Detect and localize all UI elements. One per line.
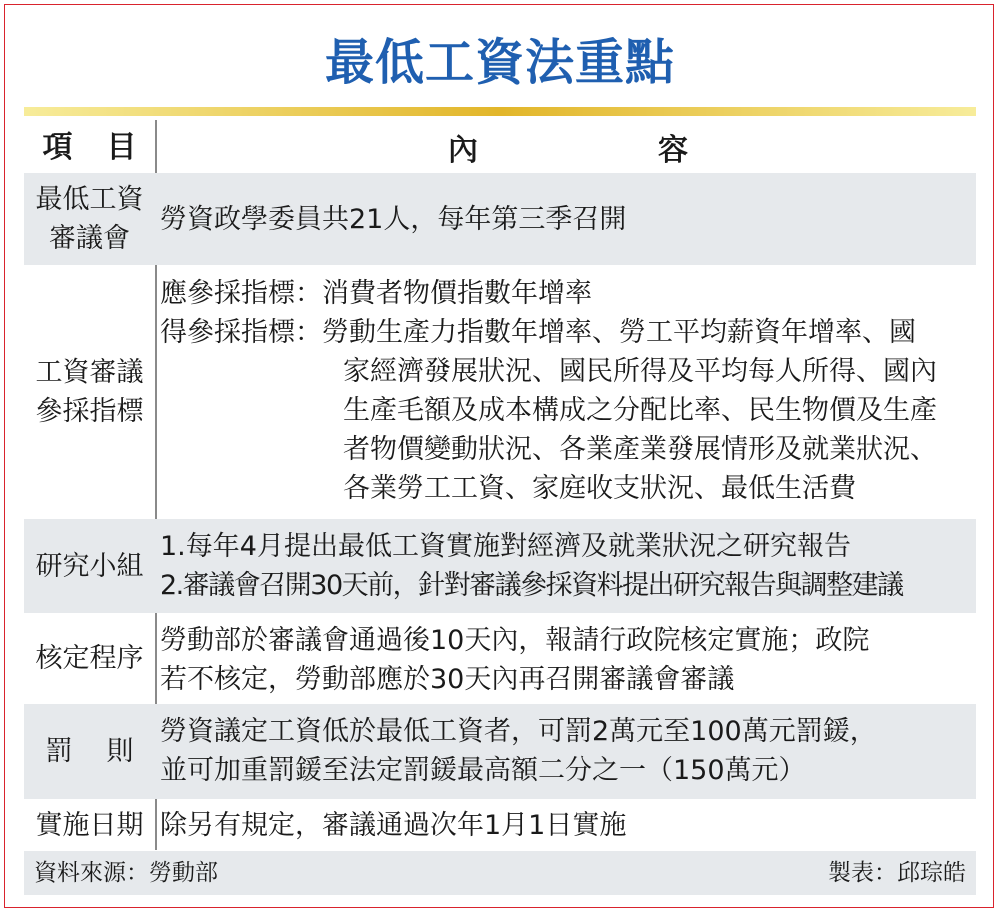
row-label	[24, 613, 155, 704]
row-content	[160, 173, 976, 265]
header-item-char: 目	[106, 129, 137, 165]
row-content-line: 生產毛額及成本構成之分配比率、民生物價及生產	[343, 395, 937, 426]
table-row-council	[24, 173, 976, 265]
row-content-line: 並可加重罰鍰至法定罰鍰最高額二分之一（150萬元）	[160, 755, 806, 786]
row-label-line: 工資審議	[35, 357, 144, 388]
table-row-effective-date	[24, 799, 976, 851]
table-row-research	[24, 519, 976, 613]
row-label	[24, 704, 155, 799]
row-content-line: 1.每年4月提出最低工資實施對經濟及就業狀況之研究報告	[160, 531, 851, 562]
row-label-line: 最低工資	[35, 184, 144, 215]
row-label-line: 實施日期	[35, 809, 144, 841]
header-item-char: 項	[42, 129, 73, 165]
row-content	[160, 704, 976, 799]
row-content-line: 應參採指標：消費者物價指數年增率	[160, 278, 592, 309]
row-content	[160, 265, 976, 519]
table-row-penalty	[24, 704, 976, 799]
row-label	[24, 799, 155, 851]
page-title: 最低工資法重點	[324, 34, 675, 91]
row-label	[24, 173, 155, 265]
row-label-char: 則	[106, 736, 134, 767]
row-content-line: 家經濟發展狀況、國民所得及平均每人所得、國內	[343, 356, 937, 387]
header-item-label	[24, 121, 155, 173]
footer-bar	[24, 851, 976, 895]
row-label-line: 參採指標	[35, 396, 144, 427]
row-content	[160, 613, 976, 704]
header-content-char: 內	[448, 133, 478, 168]
row-label	[24, 519, 155, 613]
maker-credit: 製表：邱琮皓	[828, 860, 966, 886]
row-label-line: 審議會	[49, 223, 130, 254]
row-content-line: 除另有規定，審議通過次年1月1日實施	[160, 809, 627, 841]
row-content-line: 得參採指標：勞動生產力指數年增率、勞工平均薪資年增率、國	[160, 317, 916, 348]
row-content	[160, 519, 976, 613]
row-label	[24, 265, 155, 519]
row-content-line: 各業勞工工資、家庭收支狀況、最低生活費	[343, 473, 856, 504]
title-divider	[24, 107, 976, 116]
row-content-line: 勞動部於審議會通過後10天內，報請行政院核定實施；政院	[160, 625, 870, 656]
row-label-line: 核定程序	[35, 643, 144, 674]
header-content-char: 容	[658, 133, 688, 168]
row-content	[160, 799, 976, 851]
row-label-char: 罰	[45, 736, 73, 767]
row-content-line: 勞資政學委員共21人，每年第三季召開	[160, 203, 627, 235]
row-content-line: 勞資議定工資低於最低工資者，可罰2萬元至100萬元罰鍰，	[160, 716, 877, 747]
row-content-line: 2.審議會召開30天前，針對審議參採資料提出研究報告與調整建議	[160, 570, 903, 601]
table-row-indicators	[24, 265, 976, 519]
row-content-line: 者物價變動狀況、各業產業發展情形及就業狀況、	[343, 434, 937, 465]
row-label-line: 研究小組	[35, 550, 144, 582]
header-content-label	[160, 121, 976, 173]
source-note: 資料來源：勞動部	[34, 860, 218, 886]
table-header-row	[24, 121, 976, 173]
row-content-line: 若不核定，勞動部應於30天內再召開審議會審議	[160, 664, 735, 695]
table-row-approval	[24, 613, 976, 704]
